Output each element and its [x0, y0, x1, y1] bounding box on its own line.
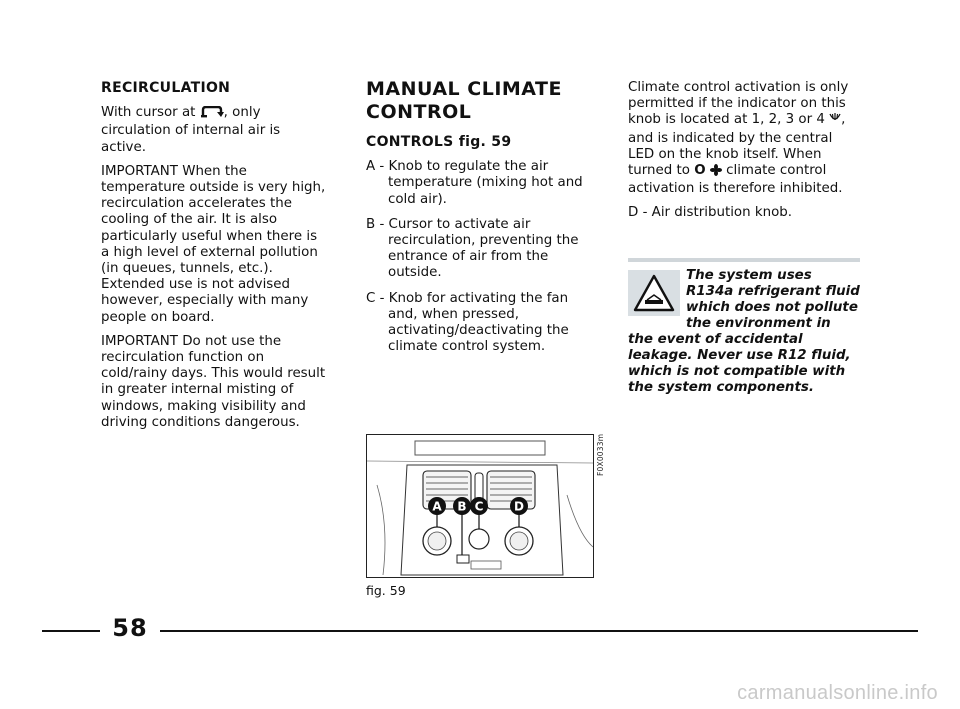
warning-text-block — [628, 268, 860, 396]
footer-line-right — [160, 630, 918, 632]
fan-icon — [710, 164, 722, 181]
page-number: 58 — [112, 614, 148, 642]
warning-triangle-icon — [628, 270, 680, 316]
control-item-a: A - Knob to regulate the air temperature (mixing hot and cold air). — [366, 159, 583, 207]
label-b — [453, 497, 471, 515]
label-d-text: D — [514, 499, 524, 514]
figure-caption: fig. 59 — [366, 583, 406, 598]
figure-code: F0X0033m — [596, 433, 605, 476]
watermark: carmanualsonline.info — [737, 682, 938, 704]
label-c — [470, 497, 488, 515]
figure-climate-panel — [366, 434, 594, 578]
label-a — [428, 497, 446, 515]
recirculation-heading: RECIRCULATION — [101, 80, 231, 96]
max-fan-icon — [829, 112, 841, 130]
distribution-paragraph: D - Air distribution knob. — [628, 205, 793, 221]
label-d — [510, 497, 528, 515]
important-paragraph-1: IMPORTANT When the temperature outside is very high, recirculation accelerates the cooling of the air. It is also particularly useful when there is a high level of external pollution (in queues, tunnels, etc.). Extended use is not advised however, especially with many people on board. — [101, 163, 326, 325]
left-column — [101, 80, 329, 439]
label-a-text: A — [432, 499, 442, 514]
control-item-c: C - Knob for activating the fan and, when pressed, activating/deactivating the climate control system. — [366, 290, 569, 355]
important-paragraph-2: IMPORTANT Do not use the recirculation function on cold/rainy days. This would result in greater internal misting of windows, making visibility and driving conditions dangerous. — [101, 333, 326, 430]
warning-text: The system uses R134a refrigerant fluid which does not pollute the environment in the event of accidental leakage. Never use R12 fluid, which is not compatible with the system components. — [628, 268, 860, 395]
right-column — [628, 80, 858, 230]
recirculation-icon — [200, 106, 224, 123]
label-c-text: C — [474, 499, 484, 514]
footer-line-left — [42, 630, 100, 632]
recirculation-paragraph: With cursor at , only circulation of internal air is active. — [101, 105, 281, 155]
label-b-text: B — [457, 499, 467, 514]
warning-divider — [628, 258, 860, 262]
controls-subtitle: CONTROLS fig. 59 — [366, 134, 512, 150]
climate-panel-illustration — [367, 435, 594, 578]
off-symbol: O — [694, 163, 706, 179]
middle-column — [366, 78, 598, 364]
warning-box — [628, 258, 860, 396]
section-title: MANUAL CLIMATE CONTROL — [366, 78, 562, 123]
activation-paragraph: Climate control activation is only permitted if the indicator on this knob is located at 1, 2, 3 or 4 , and is indicated by the central LED on the knob itself. When turned to O climate control activation is therefore inhibited. — [628, 80, 849, 197]
control-item-b: B - Cursor to activate air recirculation, preventing the entrance of air from the outside. — [366, 216, 579, 281]
